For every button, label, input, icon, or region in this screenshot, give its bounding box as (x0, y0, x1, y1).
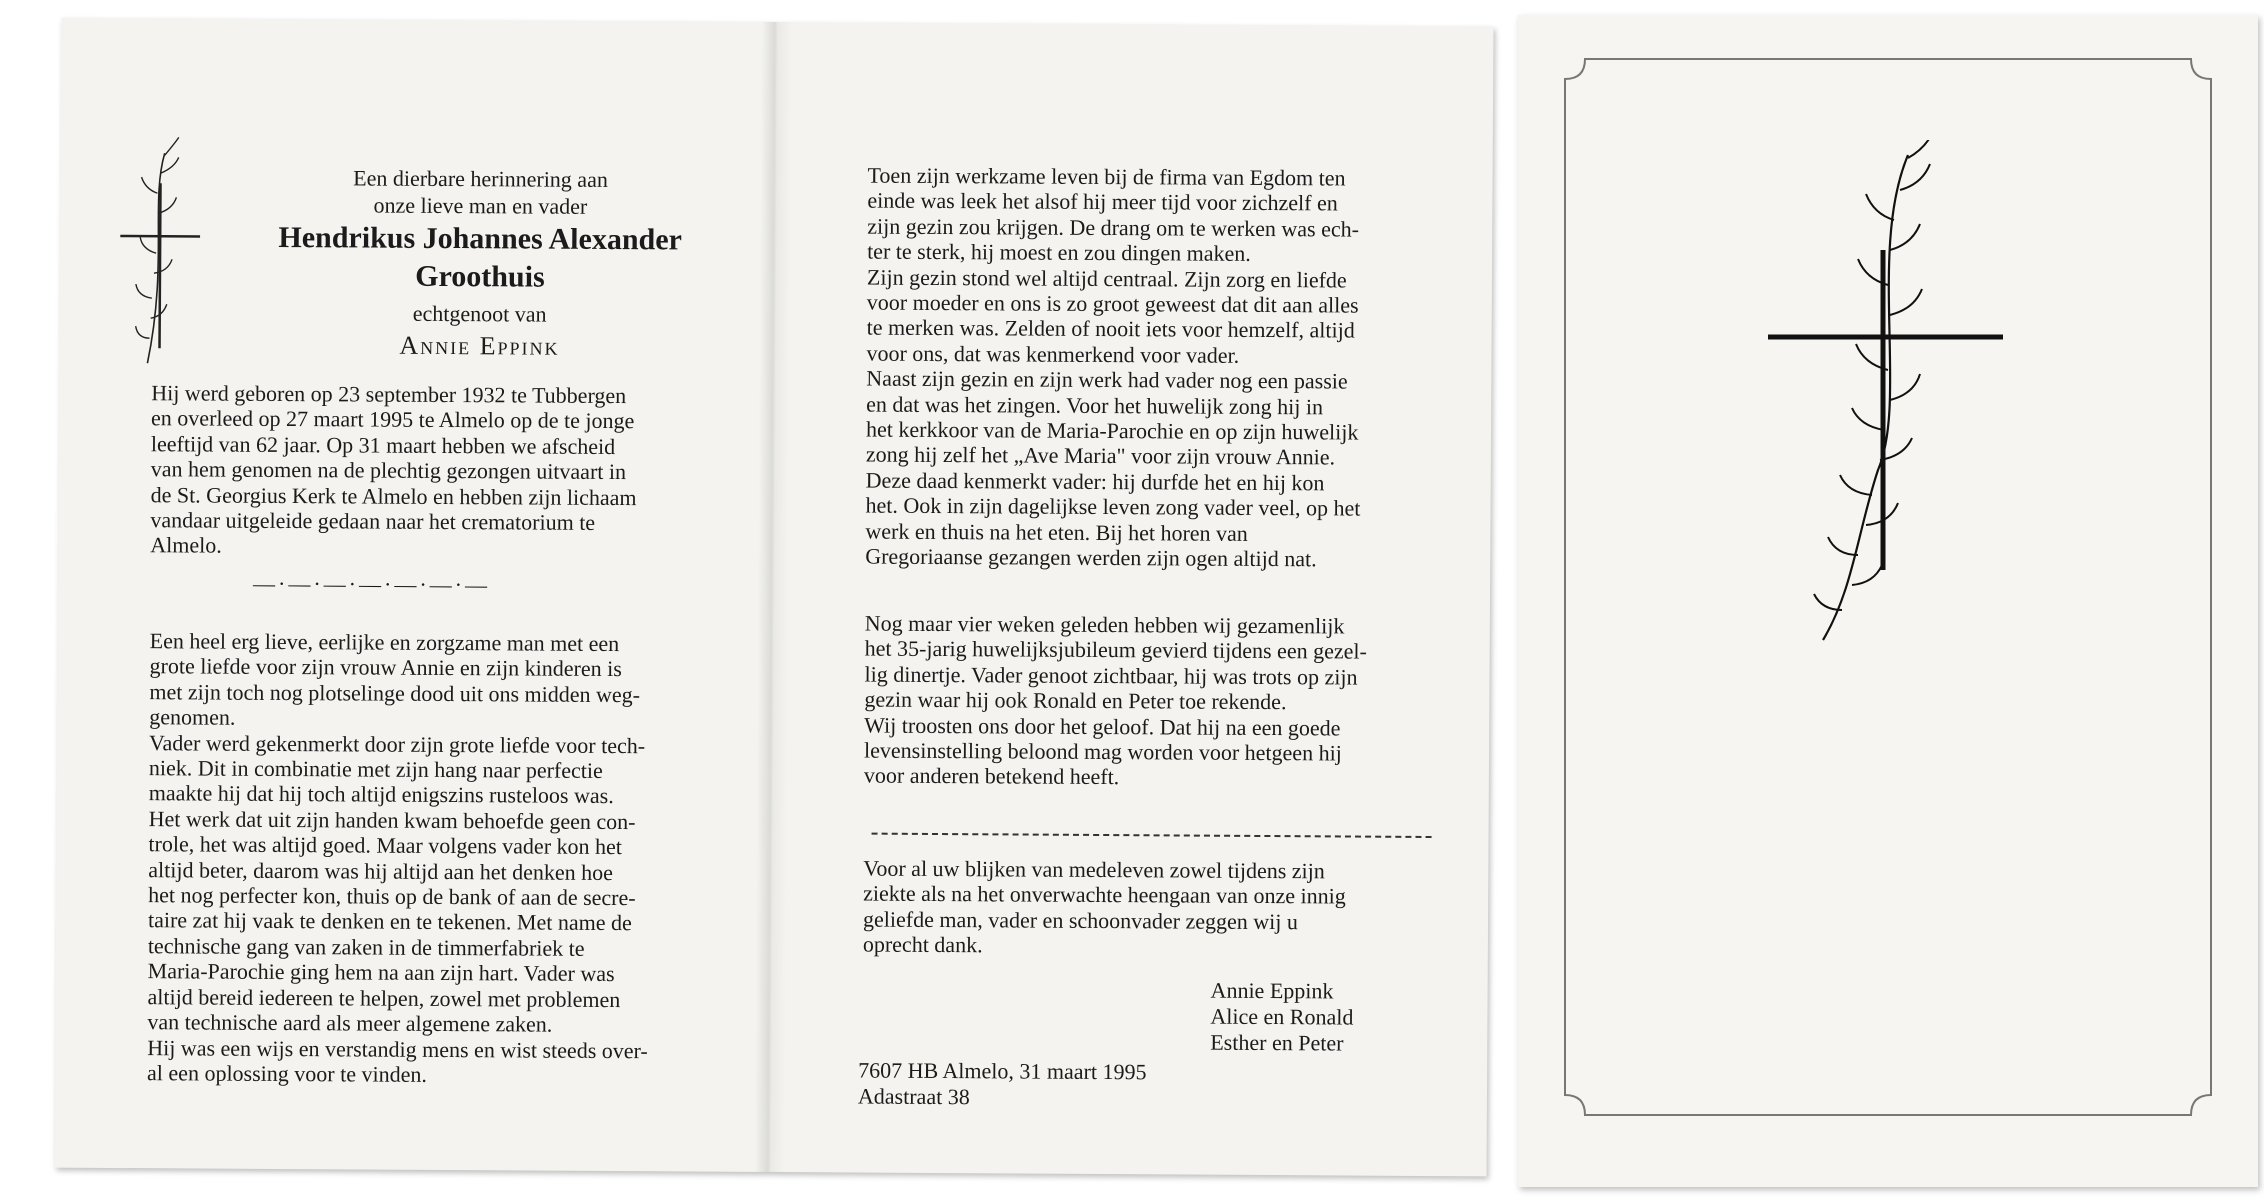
life-story-text (865, 163, 1427, 573)
deceased-name: Hendrikus Johannes Alexander (278, 220, 682, 257)
left-page (55, 18, 772, 1172)
text-line: geliefde man, vader en schoonvader zeggen wij u (862, 906, 1299, 935)
text-line: taire zat hij vaak te denken en te tekenen. Met name de (147, 907, 632, 936)
address-line: 7607 HB Almelo, 31 maart 1995 (858, 1057, 1147, 1085)
text-line: maakte hij dat hij toch altijd enigszins rusteloos was. (148, 780, 614, 809)
memorial-card-front (1518, 15, 2258, 1187)
text-line: voor ons, dat was kenmerkend voor vader. (866, 340, 1240, 368)
text-line: van hem genomen na de plechtig gezongen uitvaart in (150, 456, 627, 485)
text-line: Hij was een wijs en verstandig mens en wist steeds over- (147, 1034, 648, 1063)
cross-with-branch-icon (119, 133, 200, 373)
text-line: Deze daad kenmerkt vader: hij durfde het en hij kon (865, 467, 1325, 496)
text-line: van technische aard als meer algemene zaken. (147, 1009, 553, 1037)
signer-name: Alice en Ronald (1210, 1003, 1354, 1030)
text-line: vandaar uitgeleide gedaan naar het crematorium te (150, 507, 596, 535)
text-line: en dat was het zingen. Voor het huwelijk zong hij in (866, 391, 1324, 420)
text-line: einde was leek het alsof hij meer tijd voor zichzelf en (867, 187, 1338, 216)
text-line: technische gang van zaken in de timmerfabriek te (147, 933, 585, 961)
spouse-label: echtgenoot van (412, 300, 547, 327)
address (858, 1058, 1147, 1112)
text-line: te merken was. Zelden of nooit iets voor hemzelf, altijd (866, 314, 1355, 343)
announcement-heading (239, 164, 720, 363)
text-line: ziekte als na het onverwachte heengaan van onze innig (863, 880, 1346, 909)
text-line: Hij werd geboren op 23 september 1932 te Tubbergen (151, 380, 627, 409)
text-line: en overleed op 27 maart 1995 te Almelo op de te jonge (151, 405, 635, 434)
text-line: Naast zijn gezin en zijn werk had vader nog een passie (866, 365, 1348, 394)
text-line: zijn gezin zou krijgen. De drang om te werken was ech- (867, 213, 1360, 242)
text-line: altijd bereid iedereen te helpen, zowel met problemen (147, 983, 621, 1012)
spouse-name: Annie Eppink (399, 330, 560, 361)
text-line: lig dinertje. Vader genoot zichtbaar, hij was trots op zijn (864, 661, 1358, 690)
text-line: voor moeder en ons is zo groot geweest dat dit aan alles (866, 289, 1359, 318)
text-line: Voor al uw blijken van medeleven zowel tijdens zijn (863, 855, 1325, 884)
text-line: het nog perfecter kon, thuis op de bank of aan de secre- (148, 882, 636, 911)
text-line: gezin waar hij ook Ronald en Peter toe rekende. (864, 686, 1287, 715)
anniversary-text (864, 611, 1425, 792)
text-line: Vader werd gekenmerkt door zijn grote liefde voor tech- (149, 729, 646, 758)
text-line: leeftijd van 62 jaar. Op 31 maart hebben we afscheid (150, 431, 616, 459)
text-line: trole, het was altijd goed. Maar volgens vader kon het (148, 831, 623, 860)
biography-text (150, 380, 753, 562)
signer-name: Esther en Peter (1210, 1029, 1344, 1056)
intro-line: onze lieve man en vader (373, 192, 588, 219)
text-line: grote liefde voor zijn vrouw Annie en zijn kinderen is (149, 653, 622, 682)
text-line: Wij troosten ons door het geloof. Dat hij na een goede (864, 712, 1341, 741)
divider: —·—·—·—·—·—·— (252, 570, 491, 598)
text-line: met zijn toch nog plotselinge dood uit ons midden weg- (149, 678, 641, 707)
text-line: werk en thuis na het eten. Bij het horen van (865, 518, 1248, 546)
text-line: Het werk dat uit zijn handen kwam behoefde geen con- (148, 806, 636, 835)
text-line: levensinstelling beloond mag worden voor hetgeen hij (863, 737, 1342, 766)
deceased-surname: Groothuis (415, 259, 545, 294)
text-line: altijd beter, daarom was hij altijd aan het denken hoe (148, 856, 614, 885)
tribute-text (147, 628, 752, 1089)
text-line: ter te sterk, hij moest en zou dingen maken. (867, 238, 1251, 267)
intro-line: Een dierbare herinnering aan (353, 165, 608, 192)
text-line: genomen. (149, 704, 236, 730)
thanks-text (863, 856, 1424, 961)
text-line: al een oplossing voor te vinden. (147, 1060, 427, 1087)
text-line: de St. Georgius Kerk te Almelo en hebben zijn lichaam (150, 481, 637, 510)
cross-with-branch-icon (1758, 140, 2018, 660)
text-line: Gregoriaanse gezangen werden zijn ogen altijd nat. (865, 543, 1317, 572)
text-line: Almelo. (150, 532, 222, 559)
memorial-card-inside (55, 18, 1494, 1177)
text-line: niek. Dit in combinatie met zijn hang naar perfectie (148, 755, 603, 783)
text-line: Toen zijn werkzame leven bij de firma van Egdom ten (867, 162, 1346, 191)
text-line: het 35-jarig huwelijksjubileum gevierd tijdens een gezel- (864, 635, 1367, 665)
text-line: voor anderen betekend heeft. (863, 762, 1120, 790)
signer-name: Annie Eppink (1210, 977, 1334, 1004)
text-line: Maria-Parochie ging hem na aan zijn hart. Vader was (147, 958, 615, 987)
text-line: het kerkkoor van de Maria-Parochie en op zijn huwelijk (865, 416, 1359, 445)
text-line: Nog maar vier weken geleden hebben wij gezamenlijk (864, 610, 1345, 639)
signers (1210, 978, 1353, 1057)
right-page (769, 22, 1493, 1176)
address-line: Adastraat 38 (857, 1083, 970, 1110)
text-line: oprecht dank. (862, 931, 983, 958)
text-line: Zijn gezin stond wel altijd centraal. Zijn zorg en liefde (866, 264, 1347, 293)
text-line: Een heel erg lieve, eerlijke en zorgzame man met een (149, 628, 620, 657)
divider-line (872, 833, 1432, 838)
text-line: zong hij zelf het „Ave Maria" voor zijn vrouw Annie. (865, 442, 1336, 470)
text-line: het. Ook in zijn dagelijkse leven zong vader veel, op het (865, 492, 1361, 521)
